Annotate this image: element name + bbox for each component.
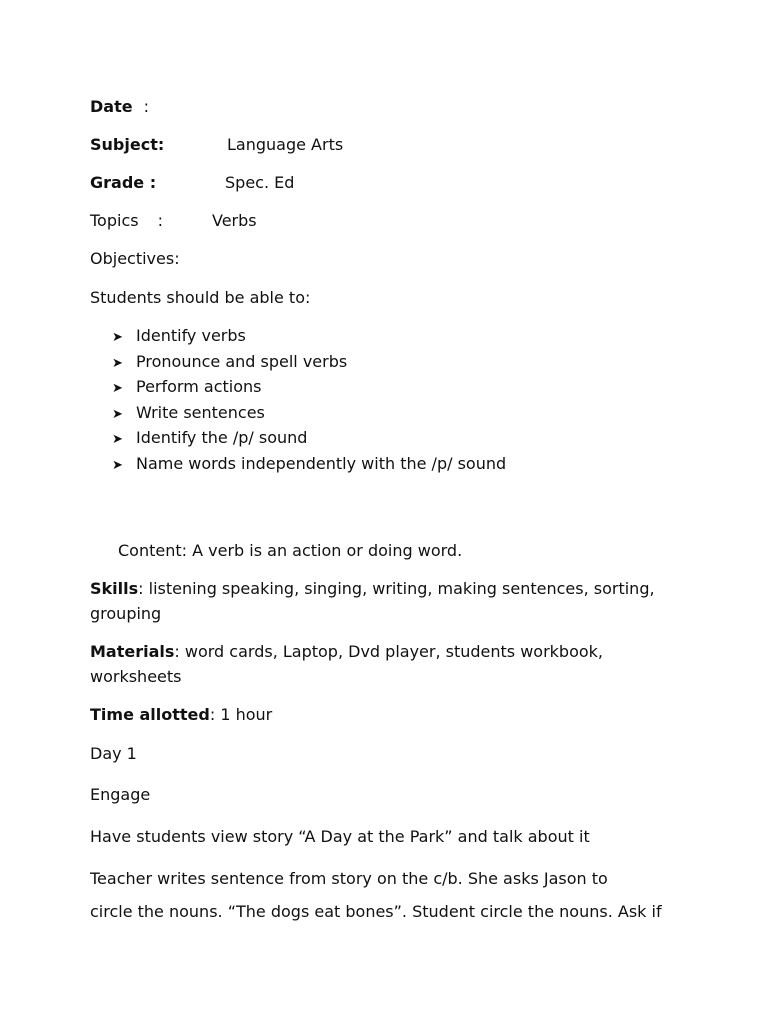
arrow-bullet-icon: ➤	[112, 432, 123, 447]
list-item: ➤ Identify the /p/ sound	[112, 425, 506, 451]
engage-heading: Engage	[90, 785, 151, 804]
arrow-bullet-icon: ➤	[112, 406, 123, 422]
content-text: Content: A verb is an action or doing word.	[118, 541, 463, 560]
skills-line-1: Skills: listening speaking, singing, writing, making sentences, sorting,	[90, 579, 655, 598]
engage-paragraph: Have students view story “A Day at the Park” and talk about it	[90, 827, 590, 846]
topics-label: Topics	[90, 211, 139, 230]
list-item: ➤ Identify verbs	[112, 323, 506, 349]
arrow-bullet-icon: ➤	[112, 381, 123, 396]
arrow-bullet-icon: ➤	[112, 457, 123, 473]
teacher-paragraph-line-2: circle the nouns. “The dogs eat bones”. Student circle the nouns. Ask if	[90, 902, 662, 921]
date-separator: :	[143, 97, 150, 116]
arrow-bullet-icon: ➤	[112, 355, 123, 371]
subject-row	[90, 134, 164, 156]
list-item: ➤ Perform actions	[112, 374, 506, 400]
arrow-bullet-icon: ➤	[112, 330, 123, 345]
topics-separator: :	[157, 211, 164, 230]
teacher-paragraph-line-1: Teacher writes sentence from story on the c/b. She asks Jason to	[90, 869, 608, 888]
list-item: ➤ Pronounce and spell verbs	[112, 349, 506, 375]
day-heading: Day 1	[90, 744, 137, 763]
topics-value: Verbs	[212, 211, 257, 230]
skills-label: Skills	[90, 579, 139, 598]
topics-row	[90, 210, 163, 232]
list-item: ➤ Write sentences	[112, 400, 506, 426]
materials-label: Materials	[90, 642, 175, 661]
objectives-label: Objectives:	[90, 249, 180, 268]
time-row: Time allotted: 1 hour	[90, 705, 273, 724]
objectives-intro: Students should be able to:	[90, 288, 311, 307]
grade-label: Grade :	[90, 173, 157, 192]
subject-value: Language Arts	[227, 135, 344, 154]
subject-label: Subject:	[90, 135, 165, 154]
time-label: Time allotted	[90, 705, 210, 724]
grade-value: Spec. Ed	[225, 173, 295, 192]
materials-line-1: Materials: word cards, Laptop, Dvd player, students workbook,	[90, 642, 604, 661]
skills-line-2: grouping	[90, 604, 162, 623]
list-item: ➤ Name words independently with the /p/ sound	[112, 451, 506, 477]
materials-line-2: worksheets	[90, 667, 182, 686]
date-row	[90, 96, 149, 118]
objectives-list	[112, 323, 506, 476]
grade-row	[90, 172, 156, 194]
date-label: Date	[90, 97, 133, 116]
